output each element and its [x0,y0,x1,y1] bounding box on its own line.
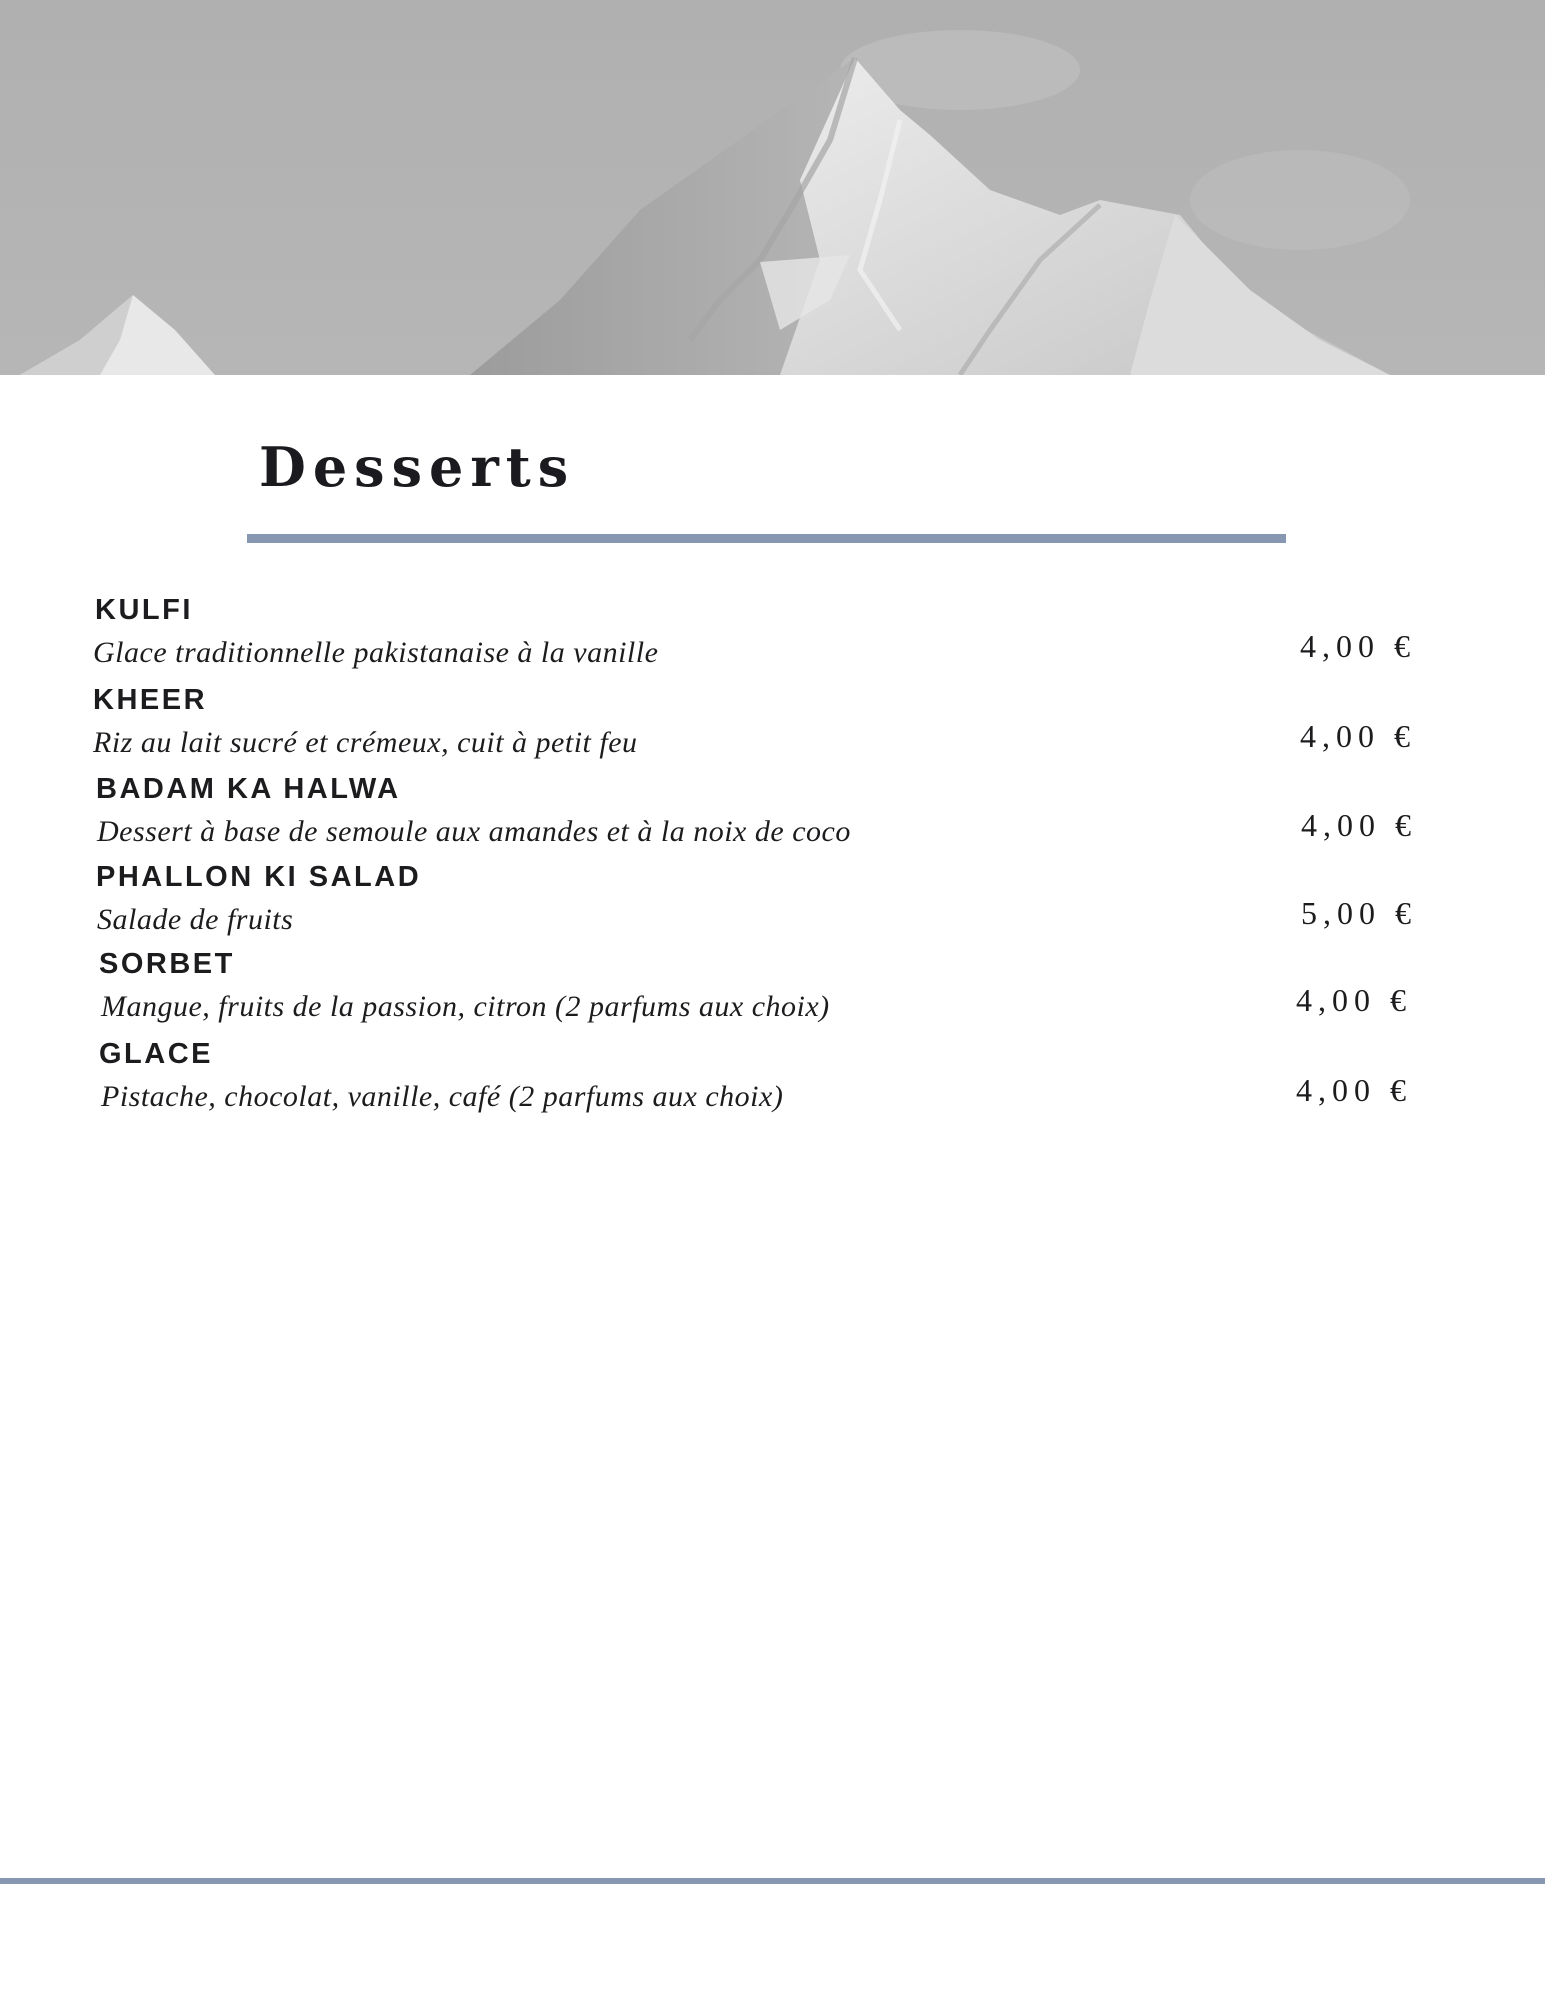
menu-item [0,950,1545,1040]
menu-item-description: Salade de fruits [97,903,294,936]
menu-item-description: Glace traditionnelle pakistanaise à la vanille [93,636,659,669]
page-title: Desserts [259,435,576,499]
mountain-peak-icon [0,0,1545,375]
menu-item-name: KHEER [93,684,208,716]
menu-item-description: Riz au lait sucré et crémeux, cuit à petit feu [93,726,638,759]
menu-item [0,863,1545,953]
mountain-banner-image [0,0,1545,375]
menu-item-description: Pistache, chocolat, vanille, café (2 parfums aux choix) [101,1080,784,1113]
menu-item [0,1040,1545,1130]
menu-item [0,596,1545,686]
menu-item-price: 5,00 € [1301,895,1417,931]
menu-item-description: Mangue, fruits de la passion, citron (2 parfums aux choix) [101,990,830,1023]
menu-item-name: GLACE [99,1038,213,1070]
menu-item-price: 4,00 € [1300,718,1416,754]
menu-item-price: 4,00 € [1296,1072,1412,1108]
menu-item [0,775,1545,865]
bottom-divider [0,1878,1545,1884]
menu-item-price: 4,00 € [1296,982,1412,1018]
menu-item-name: PHALLON KI SALAD [96,861,422,893]
menu-item [0,686,1545,776]
menu-item-description: Dessert à base de semoule aux amandes et à la noix de coco [97,815,851,848]
menu-item-name: SORBET [99,948,235,980]
menu-item-price: 4,00 € [1300,628,1416,664]
menu-item-name: BADAM KA HALWA [96,773,401,805]
menu-item-price: 4,00 € [1301,807,1417,843]
menu-item-name: KULFI [95,594,193,626]
title-divider [247,534,1286,543]
